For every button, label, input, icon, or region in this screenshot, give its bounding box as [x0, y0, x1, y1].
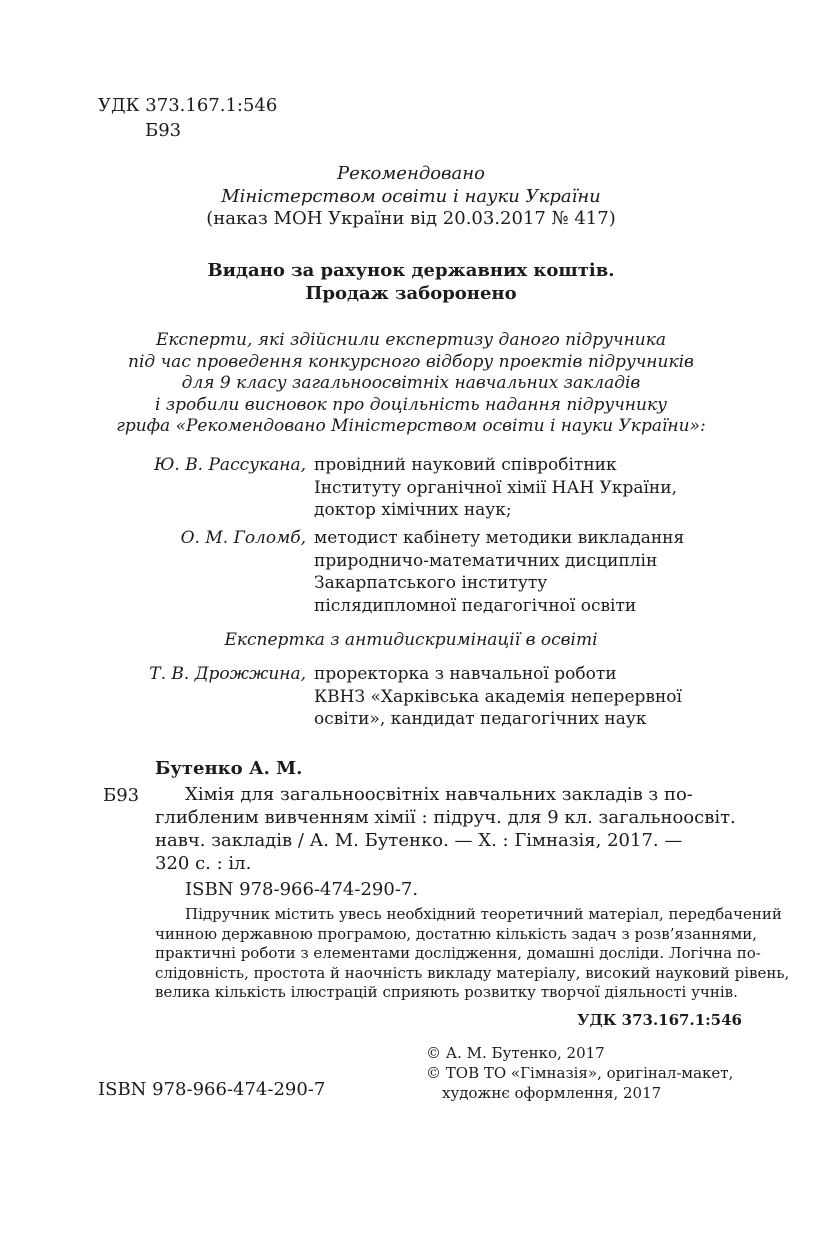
experts-intro-line: під час проведення конкурсного відбору проектів підручників — [128, 351, 694, 372]
antidiscrimination-expert-entry — [0, 663, 682, 731]
recommendation-order: (наказ МОН України від 20.03.2017 № 417) — [206, 208, 616, 229]
annotation-line: Підручник містить увесь необхідний теоретичний матеріал, передбачений — [185, 905, 782, 923]
library-index: Б93 — [145, 120, 182, 141]
catalog-line: Хімія для загальноосвітніх навчальних закладів з по- — [185, 784, 693, 805]
annotation-line: слідовність, простота й наочність викладу матеріалу, високий науковий рівень, — [155, 963, 790, 982]
antidiscrimination-heading: Експертка з антидискримінації в освіті — [224, 630, 598, 650]
expert-description — [314, 663, 682, 731]
isbn: ISBN 978-966-474-290-7 — [98, 1079, 326, 1100]
catalog-line: глибленим вивченням хімії : підруч. для 9 кл. загальноосвіт. — [155, 807, 736, 828]
expert-description-line: проректорка з навчальної роботи — [314, 664, 617, 684]
experts-intro-line: і зробили висновок про доцільність надання підручнику — [155, 394, 667, 415]
state-funded-notice — [0, 259, 822, 305]
expert-description-line: провідний науковий співробітник — [314, 455, 617, 475]
expert-description-line: доктор хімічних наук; — [314, 500, 512, 520]
expert-description-line: природничо-математичних дисциплін — [314, 550, 658, 571]
experts-intro-line: Експерти, які здійснили експертизу даного підручника — [155, 330, 667, 350]
udk-code: УДК 373.167.1:546 — [98, 95, 278, 116]
expert-description-line: Закарпатського інституту — [314, 573, 548, 593]
expert-description-line: післядипломної педагогічної освіти — [314, 595, 637, 616]
expert-description — [314, 527, 684, 617]
experts-intro-line: для 9 класу загальноосвітніх навчальних закладів — [181, 373, 641, 393]
annotation — [155, 905, 789, 1003]
state-funded-line: Видано за рахунок державних коштів. — [207, 260, 615, 281]
expert-name: Ю. В. Рассукана, — [154, 455, 306, 475]
experts-intro — [0, 330, 822, 438]
copyright-line: © ТОВ ТО «Гімназія», оригінал-макет, — [426, 1064, 734, 1082]
copyright-line: © А. М. Бутенко, 2017 — [426, 1044, 605, 1062]
annotation-line: практичні роботи з елементами дослідження, домашні досліди. Логічна по- — [155, 944, 761, 963]
expert-description-line: освіти», кандидат педагогічних наук — [314, 709, 647, 729]
annotation-line: велика кількість ілюстрацій сприяють розвитку творчої діяльності учнів. — [155, 983, 738, 1002]
recommendation-block — [0, 163, 822, 231]
catalog-line: 320 с. : іл. — [155, 853, 252, 874]
expert-description — [314, 454, 677, 522]
author-heading: Бутенко А. М. — [155, 758, 303, 779]
expert-name: О. М. Голомб, — [180, 528, 306, 548]
expert-name: Т. В. Дрожжина, — [149, 664, 306, 684]
annotation-line: чинною державною програмою, достатню кількість задач з розв’язаннями, — [155, 924, 757, 943]
recommendation-line-1: Рекомендовано — [337, 163, 485, 184]
expert-description-line: Інституту органічної хімії НАН України, — [314, 477, 677, 498]
sale-prohibited-line: Продаж заборонено — [305, 283, 517, 304]
catalog-description — [155, 783, 736, 875]
copyright-line: художнє оформлення, 2017 — [442, 1084, 662, 1102]
catalog-isbn: ISBN 978-966-474-290-7. — [185, 879, 419, 900]
catalog-line: навч. закладів / А. М. Бутенко. — Х. : Гімназія, 2017. — — [155, 830, 683, 851]
recommendation-line-2: Міністерством освіти і науки України — [221, 185, 601, 207]
catalog-index: Б93 — [103, 785, 140, 806]
experts-intro-line: грифа «Рекомендовано Міністерством освіти і науки України»: — [116, 416, 706, 436]
expert-description-line: КВНЗ «Харківська академія неперервної — [314, 686, 682, 707]
expert-description-line: методист кабінету методики викладання — [314, 528, 685, 548]
udk-bottom: УДК 373.167.1:546 — [577, 1011, 742, 1029]
expert-entry — [0, 454, 677, 522]
copyright-block — [426, 1043, 733, 1103]
expert-entry — [0, 527, 684, 617]
